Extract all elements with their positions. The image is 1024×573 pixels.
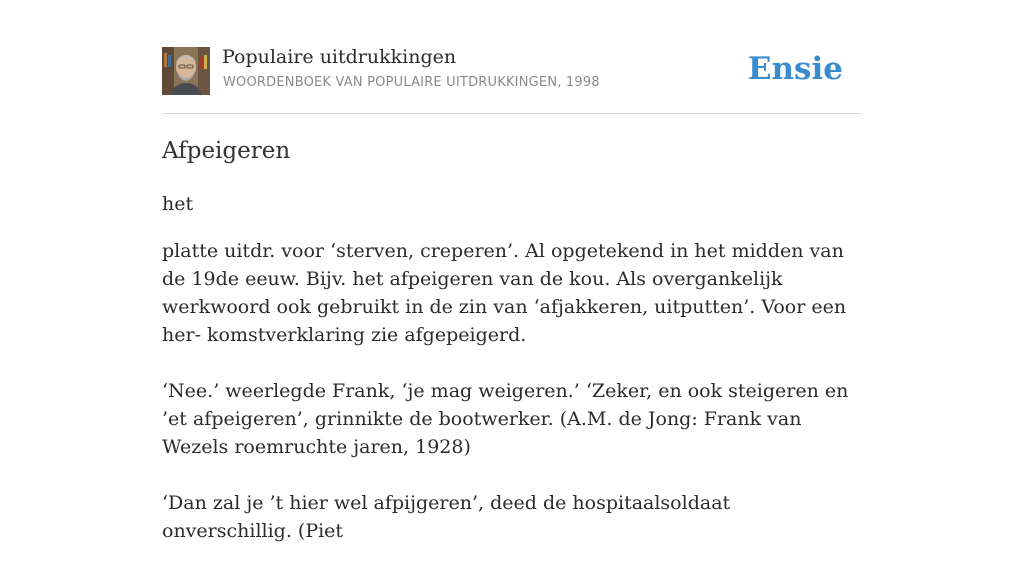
entry-title: Afpeigeren (162, 138, 291, 164)
header-divider (162, 113, 862, 114)
entry-definition: platte uitdr. voor ‘sterven, creperen’. Al opgetekend in het midden van de 19de eeuw. Bijv. het afpeigeren van de kou. Als overgankelijk werkwoord ook gebruikt in de zin van ‘afjakkeren, uitputten’. Voor een her- komstverklaring zie afgepeigerd. (162, 240, 847, 346)
author-avatar[interactable] (162, 47, 210, 95)
author-portrait-icon (162, 47, 210, 95)
source-header (162, 46, 862, 96)
source-subtitle: WOORDENBOEK VAN POPULAIRE UITDRUKKINGEN, 1998 (223, 75, 600, 90)
source-title[interactable]: Populaire uitdrukkingen (222, 46, 457, 68)
brand-logo[interactable]: Ensie (747, 51, 843, 87)
entry-quote: ‘Nee.’ weerlegde Frank, ‘je mag weigeren.’ ‘Zeker, en ook steigeren en ’et afpeigeren’, grinnikte de bootwerker. (A.M. de Jong: Frank van Wezels roemruchte jaren, 1928) (162, 380, 849, 458)
entry-body (162, 190, 862, 573)
entry-quote: ‘Dan zal je ’t hier wel afpijgeren’, deed de hospitaalsoldaat onverschillig. (Piet (162, 492, 731, 542)
entry-article: het (162, 193, 194, 215)
